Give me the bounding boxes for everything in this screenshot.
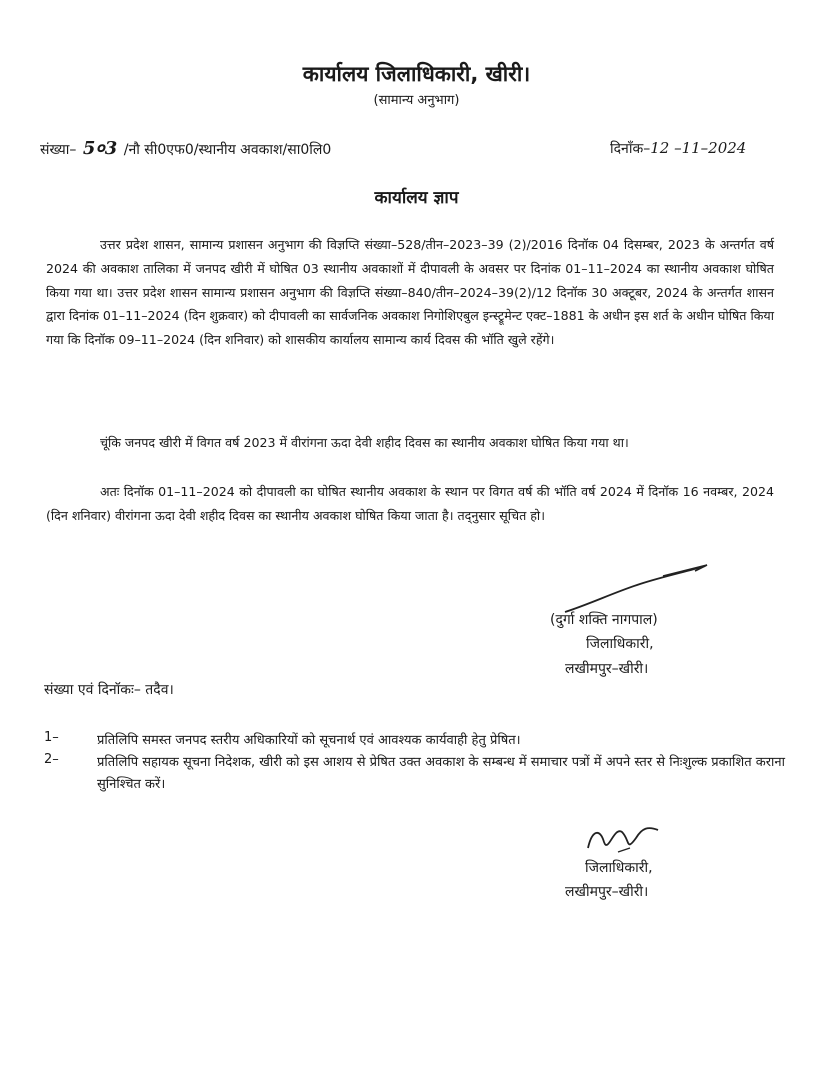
body-paragraph-1: उत्तर प्रदेश शासन, सामान्य प्रशासन अनुभाग की विज्ञप्ति संख्या–528/तीन–2023–39 (2)/2016 दिनॉक 04 दिसम्बर, 2023 के अन्तर्गत वर्ष 2024 की अवकाश तालिका में जनपद खीरी में घोषित 03 स्थानीय अवकाशों में दीपावली के अवसर पर दिनांक 01–11–2024 का स्थानीय अवकाश घोषित किया गया था। उत्तर प्रदेश शासन सामान्य प्रशासन अनुभाग की विज्ञप्ति संख्या–840/तीन–2024–39(2)/12 दिनॉक 30 अक्टूबर, 2024 के अन्तर्गत शासन द्वारा दिनांक 01–11–2024 (दिन शुक्रवार) को दीपावली का सार्वजनिक अवकाश निगोशिएबुल इन्स्ट्रूमेन्ट एक्ट–1881 के अधीन इस शर्त के अधीन घोषित किया गया कि दिनॉक 09–11–2024 (दिन शनिवार) को शासकीय कार्यालय सामान्य कार्य दिवस की भॉति खुले रहेंगे। (46, 237, 774, 348)
copy-item-number: 1– (44, 730, 59, 745)
signatory-place-2: लखीमपुर–खीरी। (565, 884, 649, 900)
reference-line (40, 136, 331, 160)
copy-item-text: प्रतिलिपि सहायक सूचना निदेशक, खीरी को इस आशय से प्रेषित उक्त अवकाश के सम्बन्ध में समाचार पत्रों में अपने स्तर से निःशुल्क प्रकाशित कराना सुनिश्चित करें। (97, 755, 785, 792)
copy-reference-header: संख्या एवं दिनॉकः– तदैव। (44, 682, 174, 698)
reference-prefix: संख्या– (40, 142, 77, 158)
body-paragraph-3: अतः दिनॉक 01–11–2024 को दीपावली का घोषित स्थानीय अवकाश के स्थान पर विगत वर्ष की भॉति वर्ष 2024 में दिनॉक 16 नवम्बर, 2024 (दिन शनिवार) वीरांगना ऊदा देवी शहीद दिवस का स्थानीय अवकाश घोषित किया जाता है। तद्नुसार सूचित हो। (46, 484, 774, 523)
signatory-designation: जिलाधिकारी, (586, 636, 654, 652)
section-subtitle: (सामान्य अनुभाग) (373, 93, 460, 108)
date-label: दिनाँक– (610, 141, 651, 157)
reference-number: 5०3 (82, 138, 118, 159)
copy-item-text: प्रतिलिपि समस्त जनपद स्तरीय अधिकारियों को सूचनार्थ एवं आवश्यक कार्यवाही हेतु प्रेषित। (97, 733, 521, 748)
office-title: कार्यालय जिलाधिकारी, खीरी। (302, 62, 531, 86)
body-paragraph-2: चूंकि जनपद खीरी में विगत वर्ष 2023 में वीरांगना ऊदा देवी शहीद दिवस का स्थानीय अवकाश घोषित किया गया था। (100, 435, 629, 450)
copy-item-number: 2– (44, 752, 59, 767)
reference-suffix: /नौ सी0एफ0/स्थानीय अवकाश/सा0लि0 (123, 142, 332, 158)
signatory-name: (दुर्गा शक्ति नागपाल) (550, 612, 658, 628)
date-line (610, 139, 746, 158)
signatory-designation-2: जिलाधिकारी, (585, 860, 653, 876)
signatory-place: लखीमपुर–खीरी। (565, 661, 649, 677)
date-value: 12 –11–2024 (650, 139, 747, 157)
memo-title: कार्यालय ज्ञाप (374, 188, 459, 208)
